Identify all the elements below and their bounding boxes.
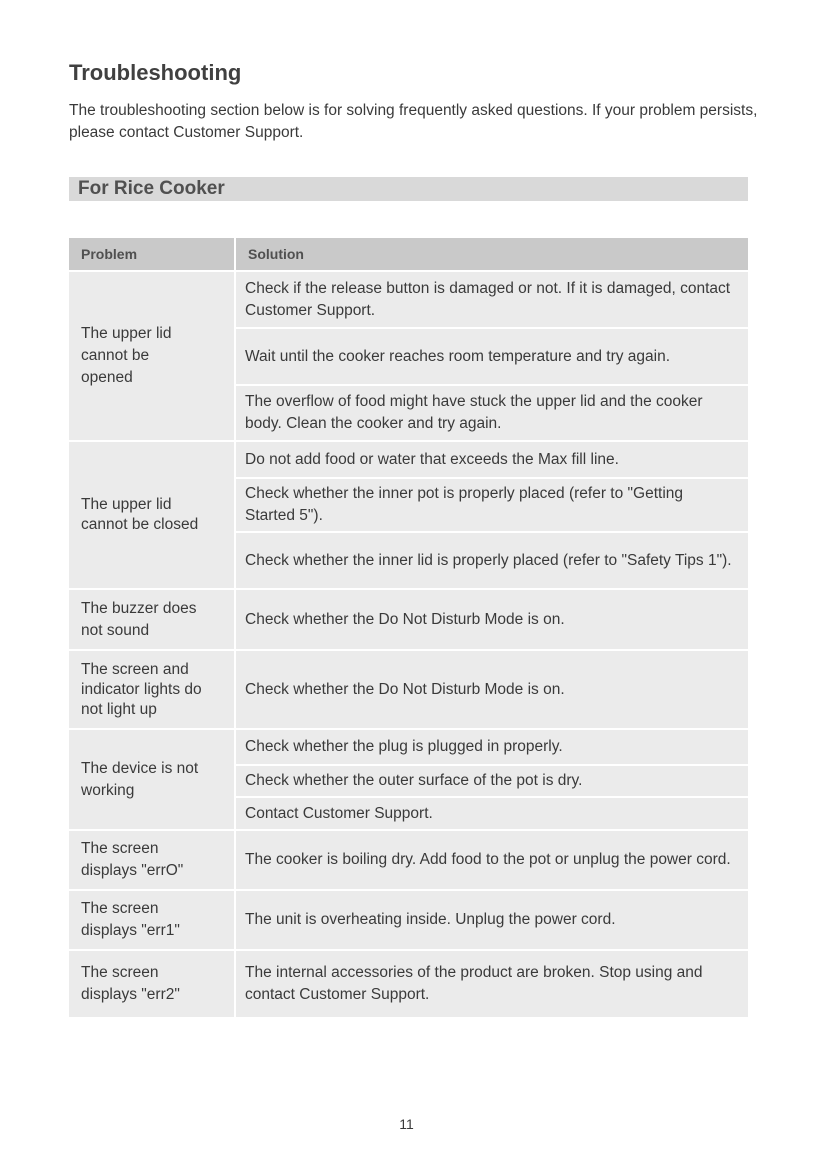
- problem-cell: The screen displays "err2": [69, 951, 234, 1017]
- problem-cell: The device is not working: [69, 730, 234, 829]
- table-row-group: [69, 730, 748, 829]
- table-row-group: [69, 951, 748, 1017]
- solution-cell: Check whether the inner lid is properly placed (refer to "Safety Tips 1").: [236, 533, 748, 588]
- table-row-group: [69, 651, 748, 728]
- problem-cell: The upper lid cannot be closed: [69, 442, 234, 588]
- problem-cell: The screen displays "err1": [69, 891, 234, 949]
- table-row-group: [69, 272, 748, 440]
- solution-cell: The unit is overheating inside. Unplug the power cord.: [236, 891, 748, 949]
- section-header: [69, 177, 748, 201]
- solution-cell: Check if the release button is damaged or not. If it is damaged, contact Customer Support.: [236, 272, 748, 327]
- table-header-row: [69, 238, 748, 270]
- solution-cell: Check whether the plug is plugged in properly.: [236, 730, 748, 764]
- column-header-solution: Solution: [236, 238, 748, 270]
- solution-cell: Check whether the inner pot is properly placed (refer to "Getting Started 5").: [236, 479, 748, 531]
- page-title: Troubleshooting: [69, 60, 242, 85]
- table-row-group: [69, 442, 748, 588]
- table-row-group: [69, 891, 748, 949]
- page-number: 11: [399, 1116, 414, 1132]
- intro-paragraph: The troubleshooting section below is for solving frequently asked questions. If your problem persists, please contact Customer Support.: [69, 102, 758, 141]
- solution-cell: Contact Customer Support.: [236, 798, 748, 829]
- troubleshooting-table: [69, 238, 748, 1017]
- table-row-group: [69, 590, 748, 649]
- column-header-problem: Problem: [69, 238, 234, 270]
- solution-cell: The overflow of food might have stuck the upper lid and the cooker body. Clean the cooker and try again.: [236, 386, 748, 440]
- solution-cell: The cooker is boiling dry. Add food to the pot or unplug the power cord.: [236, 831, 748, 889]
- section-title: For Rice Cooker: [78, 178, 225, 199]
- problem-cell: The upper lid cannot be opened: [69, 272, 234, 440]
- problem-cell: The screen and indicator lights do not light up: [69, 651, 234, 728]
- problem-cell: The buzzer does not sound: [69, 590, 234, 649]
- solution-cell: Check whether the Do Not Disturb Mode is on.: [236, 590, 748, 649]
- solution-cell: Wait until the cooker reaches room temperature and try again.: [236, 329, 748, 384]
- solution-cell: The internal accessories of the product are broken. Stop using and contact Customer Support.: [236, 951, 748, 1017]
- solution-cell: Check whether the Do Not Disturb Mode is on.: [236, 651, 748, 728]
- problem-cell: The screen displays "errO": [69, 831, 234, 889]
- solution-cell: Check whether the outer surface of the pot is dry.: [236, 766, 748, 796]
- solution-cell: Do not add food or water that exceeds the Max fill line.: [236, 442, 748, 477]
- table-row-group: [69, 831, 748, 889]
